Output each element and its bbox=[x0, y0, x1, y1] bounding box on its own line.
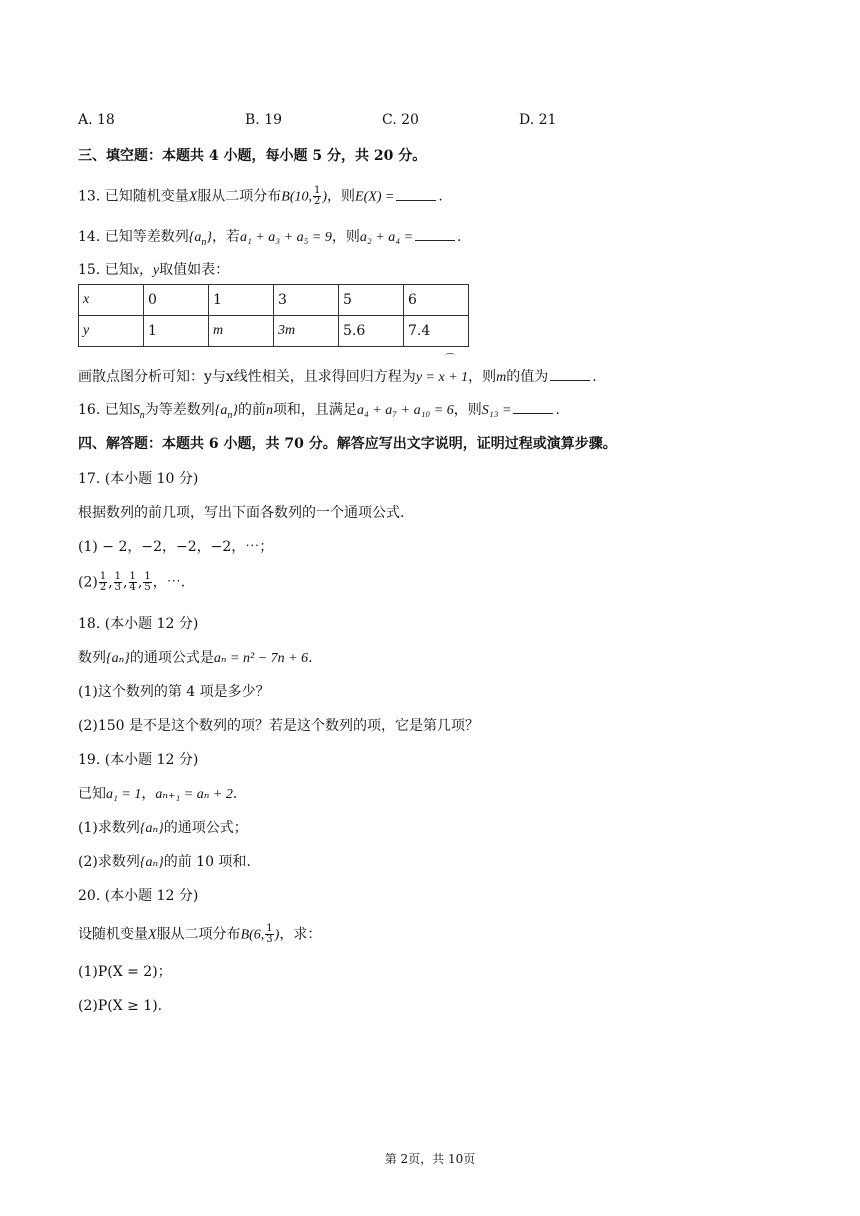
fraction: $\frac{1}{3}$ bbox=[114, 571, 122, 593]
q20-part2: (2)P(X ≥ 1). bbox=[78, 998, 163, 1014]
answer-blank bbox=[550, 368, 590, 381]
table-cell: 3m bbox=[274, 316, 339, 347]
table-cell: 7.4 bbox=[404, 316, 469, 347]
section4-title: 四、解答题：本题共 6 小题，共 70 分。解答应写出文字说明，证明过程或演算步骤。 bbox=[78, 436, 617, 452]
fraction: $\frac{1}{2}$ bbox=[99, 571, 107, 593]
q19-part1: (1)求数列{aₙ}的通项公式； bbox=[78, 820, 248, 836]
q19-part2: (2)求数列{aₙ}的前 10 项和. bbox=[78, 854, 251, 870]
fraction: $\frac{1}{4}$ bbox=[129, 571, 136, 593]
table-cell: 6 bbox=[404, 285, 469, 316]
var-x: X bbox=[188, 189, 198, 205]
question-13: 13. 已知随机变量X服从二项分布B(10, $\frac{1}{2}$ )，则E(X) = . bbox=[78, 185, 443, 207]
table-row bbox=[79, 316, 469, 347]
table-cell: 3 bbox=[274, 285, 339, 316]
xy-table bbox=[78, 284, 469, 347]
q17-part2: (2) $\frac{1}{2}$ , $\frac{1}{3}$ , $\frac{1}{4}$ , $\frac{1}{5}$ ，⋯. bbox=[78, 571, 186, 593]
q18-desc: 数列{aₙ}的通项公式是aₙ = n² − 7n + 6. bbox=[78, 650, 313, 666]
q20-desc: 设随机变量X服从二项分布B(6, $\frac{1}{3}$ )，求： bbox=[78, 923, 322, 945]
answer-blank bbox=[513, 401, 553, 414]
table-cell: m bbox=[209, 316, 274, 347]
q18-part2: (2)150 是不是这个数列的项？若是这个数列的项，它是第几项？ bbox=[78, 718, 480, 734]
table-cell: 0 bbox=[144, 285, 209, 316]
answer-blank bbox=[415, 228, 455, 241]
table-cell: 5.6 bbox=[339, 316, 404, 347]
table-cell: x bbox=[79, 285, 144, 316]
page-footer: 第 2页，共 10页 bbox=[384, 1152, 476, 1166]
question-15-intro: 15. 已知x，y取值如表： bbox=[78, 262, 230, 278]
q19-desc: 已知a₁ = 1，aₙ₊₁ = aₙ + 2. bbox=[78, 786, 238, 802]
table-cell: 1 bbox=[209, 285, 274, 316]
answer-blank bbox=[396, 188, 436, 201]
table-row bbox=[79, 285, 469, 316]
question-15-body: 画散点图分析可知：y与x线性相关，且求得回归方程为y = x + 1，则m的值为 . bbox=[78, 369, 597, 385]
choice-a: A. 18 bbox=[78, 112, 115, 128]
q17-part1: (1) − 2，−2，−2，−2，⋯； bbox=[78, 539, 274, 555]
q20-head: 20. (本小题 12 分) bbox=[78, 888, 199, 904]
fraction-half: $\frac{1}{2}$ bbox=[314, 185, 321, 207]
choice-c: C. 20 bbox=[382, 112, 419, 128]
question-14: 14. 已知等差数列$\{a_n\}$，若a₁ + a₃ + a₅ = 9，则a₂ + a₄ = . bbox=[78, 229, 462, 248]
table-cell: y bbox=[79, 316, 144, 347]
q18-head: 18. (本小题 12 分) bbox=[78, 616, 199, 632]
choice-d: D. 21 bbox=[519, 112, 557, 128]
question-16: 16. 已知$S_n$为等差数列$\{a_n\}$的前n项和，且满足a₄ + a₇ + a₁₀ = 6，则S₁₃ = . bbox=[78, 402, 560, 421]
q18-part1: (1)这个数列的第 4 项是多少？ bbox=[78, 684, 270, 700]
hat-accent: ⌒ bbox=[445, 354, 455, 365]
q19-head: 19. (本小题 12 分) bbox=[78, 752, 199, 768]
choice-b: B. 19 bbox=[245, 112, 283, 128]
q17-head: 17. (本小题 10 分) bbox=[78, 471, 199, 487]
q17-desc: 根据数列的前几项，写出下面各数列的一个通项公式. bbox=[78, 505, 405, 521]
section3-title: 三、填空题：本题共 4 小题，每小题 5 分，共 20 分。 bbox=[78, 148, 427, 164]
fraction: $\frac{1}{5}$ bbox=[144, 571, 151, 593]
table-cell: 5 bbox=[339, 285, 404, 316]
q20-part1: (1)P(X = 2)； bbox=[78, 964, 172, 980]
fraction-third: $\frac{1}{3}$ bbox=[266, 923, 273, 945]
table-cell: 1 bbox=[144, 316, 209, 347]
